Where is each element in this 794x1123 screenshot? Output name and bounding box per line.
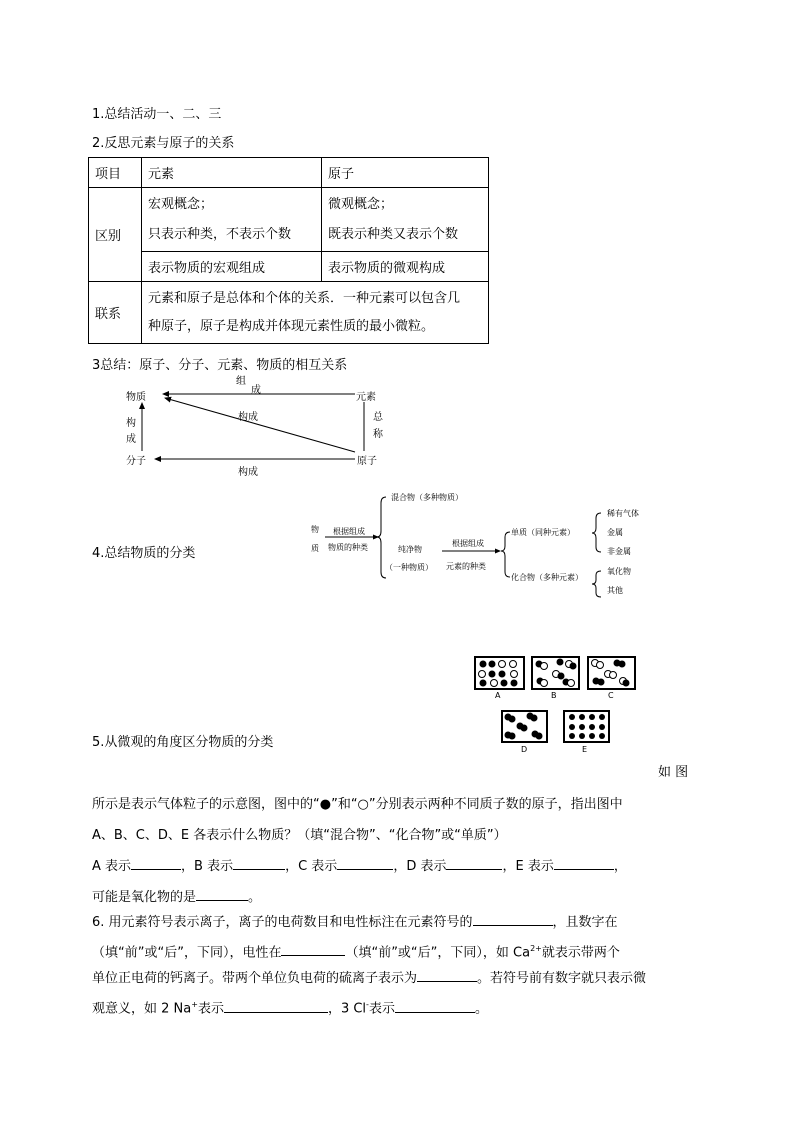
node-pure: 纯净物 xyxy=(398,545,422,554)
label-cheng-3: 称 xyxy=(373,429,383,440)
node-nonmetal: 非金属 xyxy=(607,547,631,556)
q6-paragraph: 6. 用元素符号表示离子，离子的电荷数目和电性标注在元素符号的 ，且数字在 （填“前”或“后”，下同），电性在 （填“前”或“后”，下同），如 $Ca^{2+}$就表示带两个 单位正电荷的钙离子。带两个单位负电荷的硫离子表示为 。若符号前有数字就只表示微 观意义，如 2 Na+表示 ，3 Cl-表示 。 xyxy=(92,915,647,1017)
blank-a[interactable] xyxy=(131,857,181,870)
blank-c[interactable] xyxy=(337,857,393,870)
blank-q6-na[interactable] xyxy=(224,1000,328,1013)
blank-b[interactable] xyxy=(233,857,285,870)
blank-e[interactable] xyxy=(554,857,614,870)
blank-d[interactable] xyxy=(446,857,502,870)
section-5-title: 5.从微观的角度区分物质的分类 xyxy=(92,735,274,750)
cell-link: 元素和原子是总体和个体的关系．一种元素可以包含几 种原子，原子是构成并体现元素性质的最小微粒。 xyxy=(142,282,489,344)
cell-element-diff: 宏观概念； 只表示种类，不表示个数 xyxy=(142,188,322,252)
section-3-title: 3总结：原子、分子、元素、物质的相互关系 xyxy=(92,358,348,373)
box-e xyxy=(564,711,609,742)
label-basis-1b: 物质的种类 xyxy=(328,543,368,552)
q5-line2: A、B、C、D、E 各表示什么物质？（填“混合物”、“化合物”或“单质”） xyxy=(92,828,507,843)
label-goucheng-2: 构成 xyxy=(238,467,258,478)
node-mixture: 混合物（多种物质） xyxy=(391,493,463,502)
cell-atom-diff: 微观概念； 既表示种类又表示个数 xyxy=(322,188,489,252)
th-element: 元素 xyxy=(142,158,322,188)
node-other: 其他 xyxy=(607,586,623,595)
label-pure-sub: （一种物质） xyxy=(385,563,433,572)
q5-answers: A 表示 ，B 表示 ，C 表示 ，D 表示 ，E 表示 ， xyxy=(92,859,627,874)
cell-atom-micro: 表示物质的微观构成 xyxy=(322,252,489,282)
q5-line1: 所示是表示气体粒子的示意图，图中的“●”和“○”分别表示两种不同质子数的原子，指出图中 xyxy=(92,797,623,812)
box-a xyxy=(475,657,524,689)
label-zu: 组 xyxy=(236,376,246,387)
label-basis-2b: 元素的种类 xyxy=(446,562,486,571)
label-basis-2a: 根据组成 xyxy=(452,539,484,548)
blank-q6-position[interactable] xyxy=(473,913,553,926)
section-2-title: 2.反思元素与原子的关系 xyxy=(92,136,235,151)
blank-q6-sign[interactable] xyxy=(281,943,345,956)
row-diff-label: 区别 xyxy=(89,188,142,282)
box-d-label: D xyxy=(521,745,528,754)
node-molecule: 分子 xyxy=(126,456,146,467)
box-c xyxy=(588,657,635,689)
label-wu: 物 xyxy=(311,525,319,534)
q5-oxide: 可能是氧化物的是 。 xyxy=(92,890,262,905)
blank-q6-cl[interactable] xyxy=(395,1000,475,1013)
node-atom: 原子 xyxy=(357,456,377,467)
node-element: 元素 xyxy=(356,392,376,403)
cell-element-macro: 表示物质的宏观组成 xyxy=(142,252,322,282)
box-d xyxy=(502,711,547,742)
particle-boxes xyxy=(470,652,642,752)
node-compound: 化合物（多种元素） xyxy=(511,573,583,582)
node-noble-gas: 稀有气体 xyxy=(607,509,639,518)
section-4-title: 4.总结物质的分类 xyxy=(92,546,196,561)
label-gou: 构 xyxy=(126,418,136,429)
node-simple: 单质（同种元素） xyxy=(511,528,575,537)
box-e-label: E xyxy=(582,745,588,754)
label-cheng-2: 成 xyxy=(126,434,136,445)
label-basis-1a: 根据组成 xyxy=(333,527,365,536)
blank-q6-sulfide[interactable] xyxy=(417,969,477,982)
label-zhi: 质 xyxy=(311,544,319,553)
node-oxide: 氧化物 xyxy=(607,567,631,576)
box-c-label: C xyxy=(608,691,614,700)
th-atom: 原子 xyxy=(322,158,489,188)
box-a-label: A xyxy=(495,691,501,700)
label-zong: 总 xyxy=(373,412,383,423)
node-matter: 物质 xyxy=(126,392,146,403)
q5-rutu: 如 图 xyxy=(658,765,689,780)
label-cheng: 成 xyxy=(251,385,261,396)
section-1-title: 1.总结活动一、二、三 xyxy=(92,107,222,122)
label-goucheng-1: 构成 xyxy=(238,412,258,423)
row-link-label: 联系 xyxy=(89,282,142,344)
box-b xyxy=(532,657,579,689)
th-item: 项目 xyxy=(89,158,142,188)
box-b-label: B xyxy=(551,691,557,700)
node-metal: 金属 xyxy=(607,528,623,537)
blank-oxide[interactable] xyxy=(196,888,248,901)
